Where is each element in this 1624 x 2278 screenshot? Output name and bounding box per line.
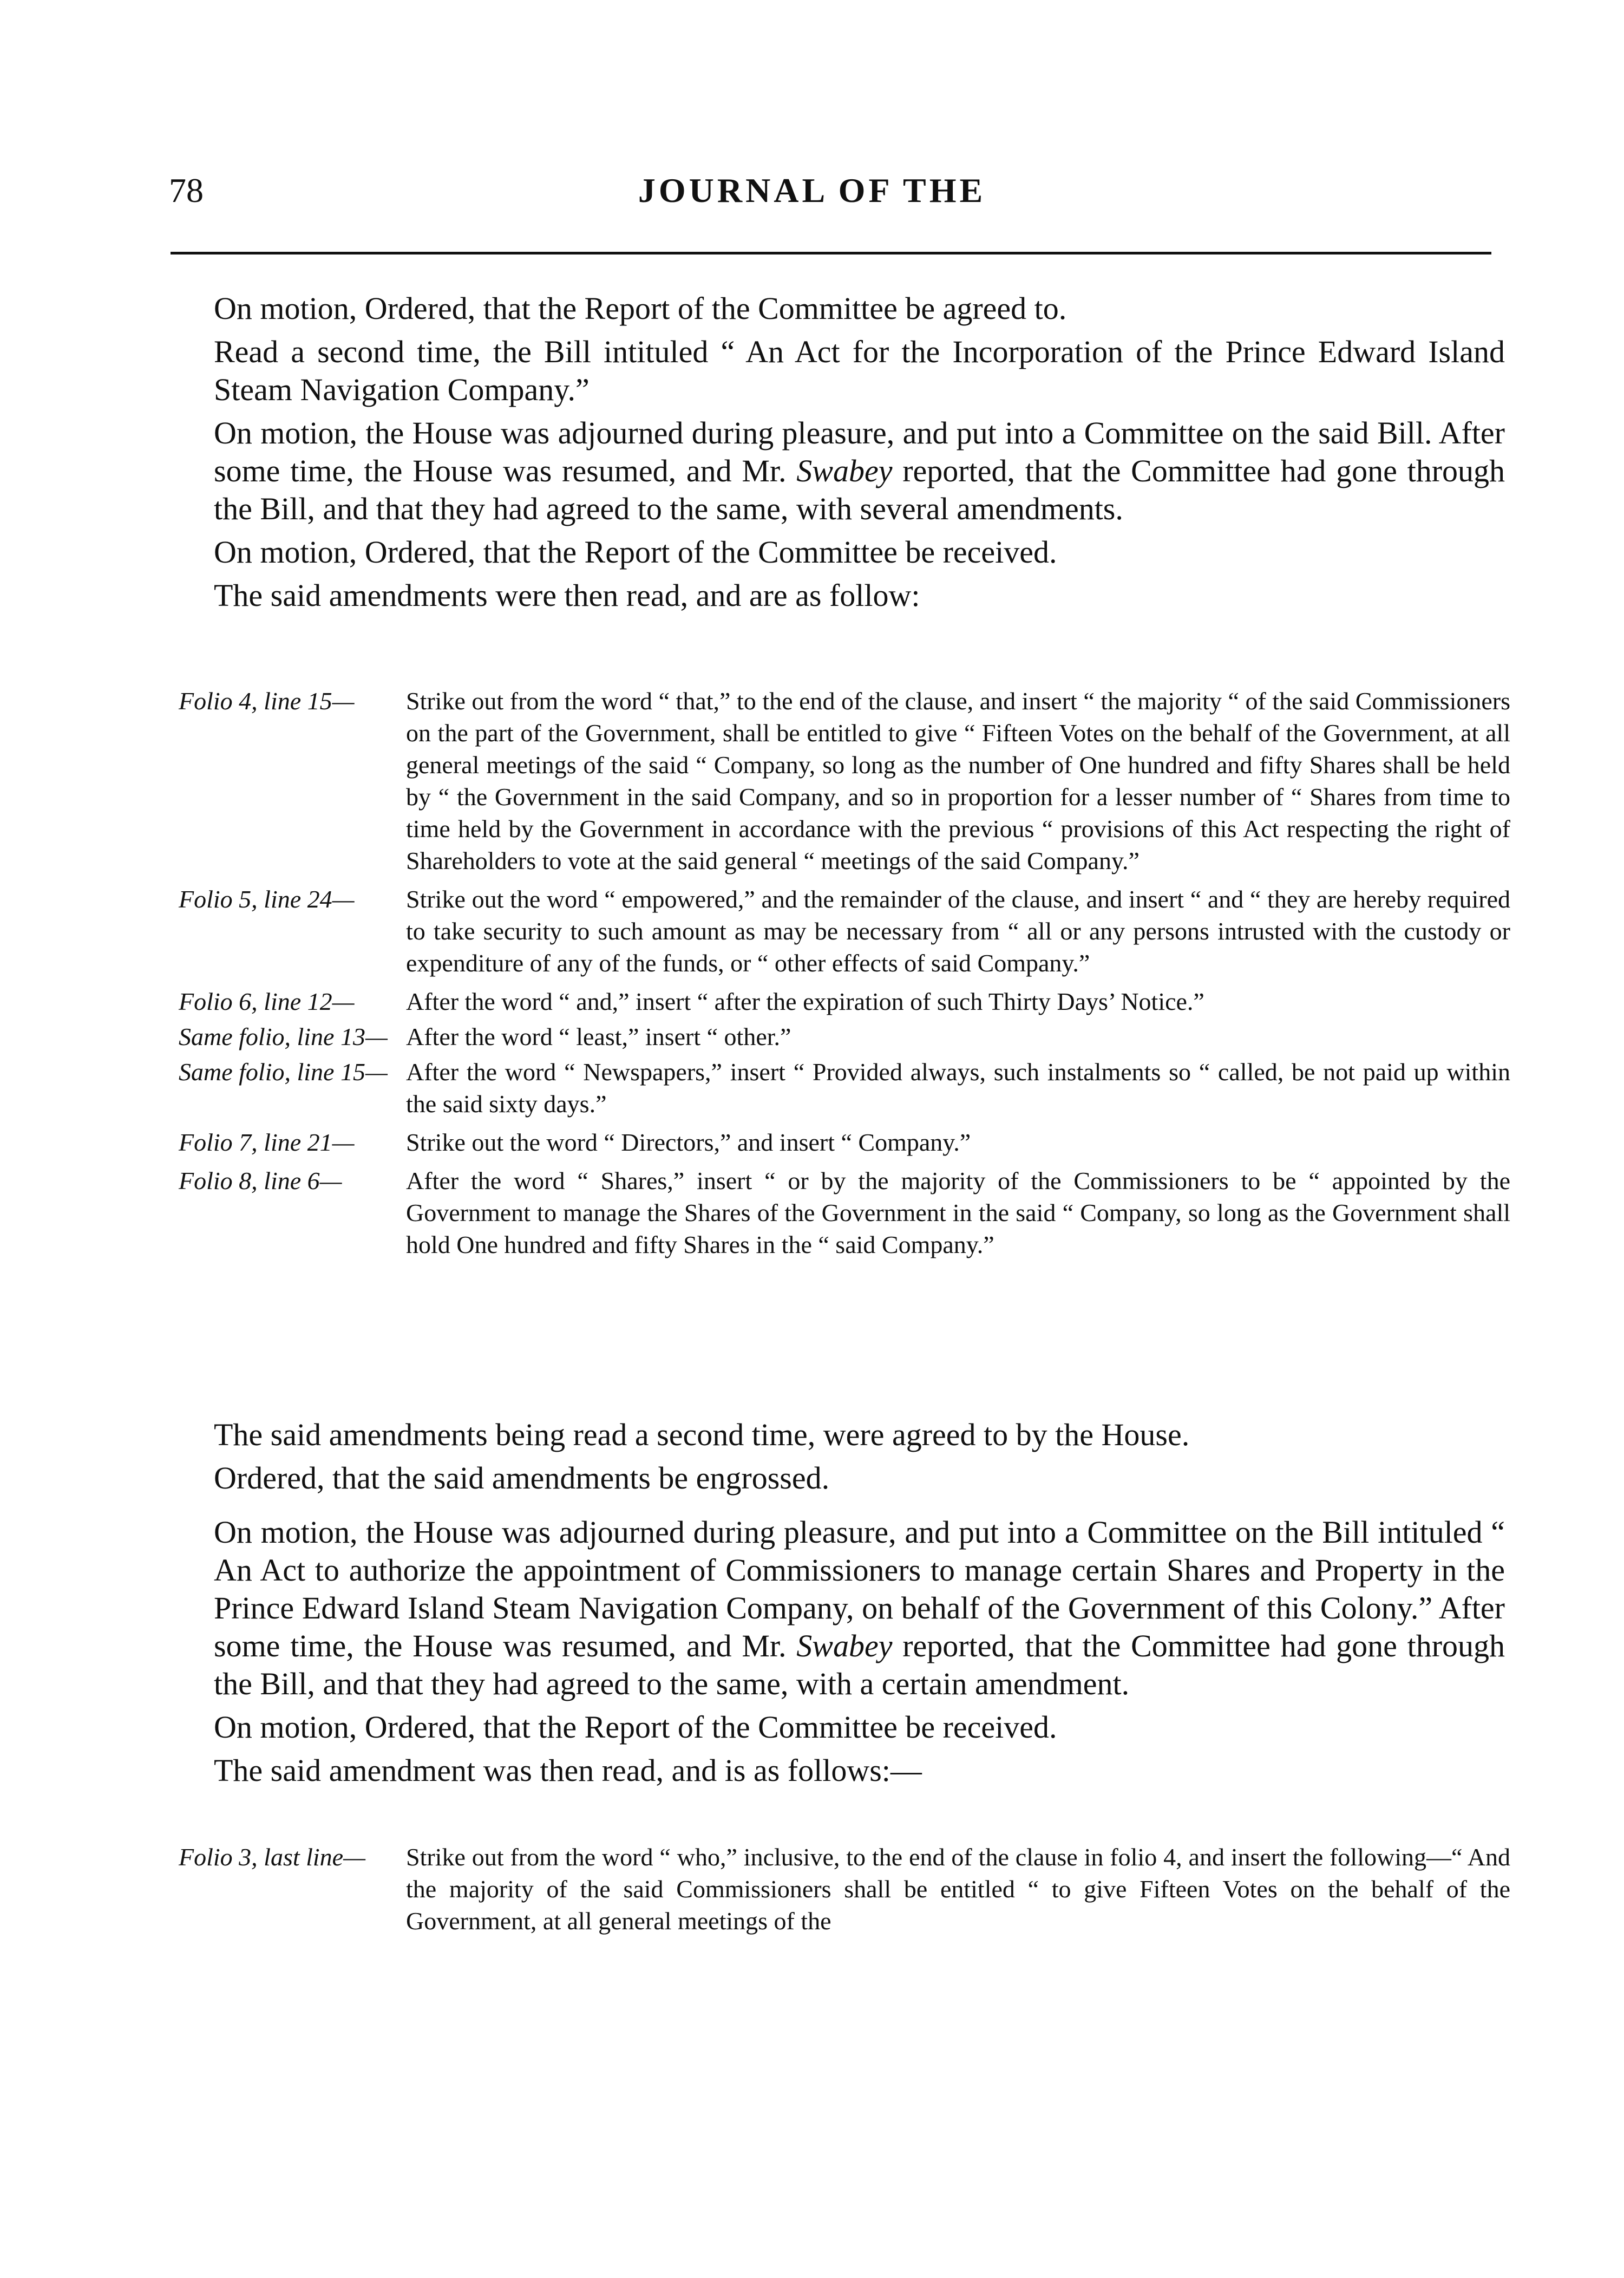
paragraph-second-report-received: On motion, Ordered, that the Report of the Committee be received. bbox=[214, 1709, 1057, 1745]
paragraph-committee-report bbox=[214, 414, 1505, 528]
amendment-text: After the word “ Shares,” insert “ or by the majority of the Commissioners to be “ appointed by the Government to manage the Shares of the Government in the said “ Company, so long as the Government shall hold One hundred and fifty Shares in the “ said Company.” bbox=[406, 1167, 1510, 1258]
amendment-reference: Folio 4, line 15— bbox=[179, 687, 355, 715]
paragraph-second-reading: Read a second time, the Bill intituled “ An Act for the Incorporation of the Prince Edward Island Steam Navigation Company.” bbox=[214, 334, 1505, 407]
amendment-item bbox=[179, 1841, 1510, 1937]
paragraph-amendments-agreed: The said amendments being read a second time, were agreed to by the House. bbox=[214, 1417, 1190, 1452]
amendment-text: After the word “ least,” insert “ other.” bbox=[406, 1023, 791, 1050]
running-title: JOURNAL OF THE bbox=[638, 171, 986, 210]
amendment-item bbox=[179, 985, 1510, 1017]
paragraph-report-agreed: On motion, Ordered, that the Report of the Committee be agreed to. bbox=[214, 291, 1067, 326]
amendment-reference: Same folio, line 15— bbox=[179, 1058, 388, 1086]
amendment-reference: Folio 8, line 6— bbox=[179, 1167, 342, 1195]
committee-text-a: On motion, the House was adjourned during pleasure, and put into a Committee on the said Bill. After some time, the House was resumed, and Mr. bbox=[214, 415, 1505, 488]
middle-paragraphs bbox=[214, 1416, 1505, 1790]
page-header bbox=[0, 171, 1624, 219]
paragraph-amendment-read: The said amendment was then read, and is as follows:— bbox=[214, 1753, 922, 1788]
paragraph-report-received: On motion, Ordered, that the Report of the Committee be received. bbox=[214, 534, 1057, 570]
amendment-text: After the word “ Newspapers,” insert “ Provided always, such instalments so “ called, be not paid up within the said sixty days.” bbox=[406, 1058, 1510, 1118]
member-name: Swabey bbox=[796, 453, 893, 488]
second-committee-text-b: reported, that the Committee had gone through the Bill, and that they had agreed to the same, with a certain amendment. bbox=[214, 1628, 1505, 1701]
amendment-item bbox=[179, 685, 1510, 877]
amendment-reference: Folio 5, line 24— bbox=[179, 885, 355, 913]
member-name: Swabey bbox=[796, 1628, 893, 1663]
amendment-text: Strike out from the word “ that,” to the end of the clause, and insert “ the majority “ of the said Commissioners on the part of the Government, shall be entitled to give “ Fifteen Votes on the behalf of the Government, at all general meetings of the said “ Company, so long as the number of One hundred and fifty Shares shall be held by “ the Government in the said Company, and so in proportion for a lesser number of “ Shares from time to time held by the Government in accordance with the previous “ provisions of this Act respecting the right of Shareholders to vote at the said general “ meetings of the said Company.” bbox=[406, 687, 1510, 874]
committee-text-b: reported, that the Committee had gone through the Bill, and that they had agreed to the same, with several amendments. bbox=[214, 453, 1505, 526]
amendments-list bbox=[179, 685, 1510, 1261]
second-committee-text-a: On motion, the House was adjourned during pleasure, and put into a Committee on the Bill intituled “ An Act to authorize the appointment of Commissioners to manage certain Shares and Property in the Prince Edward Island Steam Navigation Company, on behalf of the Government of this Colony.” After some time, the House was resumed, and Mr. bbox=[214, 1515, 1505, 1663]
page-number: 78 bbox=[169, 171, 204, 210]
amendment-item bbox=[179, 883, 1510, 979]
amendment-item bbox=[179, 1126, 1510, 1158]
amendment-item bbox=[179, 1165, 1510, 1261]
amendment-text: Strike out the word “ Directors,” and insert “ Company.” bbox=[406, 1128, 971, 1156]
amendments-list-final bbox=[179, 1841, 1510, 1937]
amendment-reference: Folio 6, line 12— bbox=[179, 988, 355, 1015]
amendment-reference: Folio 7, line 21— bbox=[179, 1128, 355, 1156]
header-rule bbox=[171, 252, 1491, 254]
amendment-reference: Same folio, line 13— bbox=[179, 1023, 388, 1050]
opening-paragraphs bbox=[214, 290, 1505, 615]
amendment-text: Strike out from the word “ who,” inclusive, to the end of the clause in folio 4, and insert the following—“ And the majority of the said Commissioners shall be entitled “ to give Fifteen Votes on the behalf of the Government, at all general meetings of the bbox=[406, 1843, 1510, 1935]
paragraph-amendments-read: The said amendments were then read, and are as follow: bbox=[214, 578, 920, 613]
amendment-text: Strike out the word “ empowered,” and the remainder of the clause, and insert “ and “ they are hereby required to take security to such amount as may be necessary from “ all or any persons intrusted with the custody or expenditure of any of the funds, or “ other effects of said Company.” bbox=[406, 885, 1510, 977]
amendment-item bbox=[179, 1021, 1510, 1053]
amendment-item bbox=[179, 1056, 1510, 1120]
paragraph-second-committee bbox=[214, 1513, 1505, 1703]
amendment-reference: Folio 3, last line— bbox=[179, 1843, 365, 1871]
amendment-text: After the word “ and,” insert “ after the expiration of such Thirty Days’ Notice.” bbox=[406, 988, 1204, 1015]
paragraph-engrossed: Ordered, that the said amendments be engrossed. bbox=[214, 1460, 830, 1496]
